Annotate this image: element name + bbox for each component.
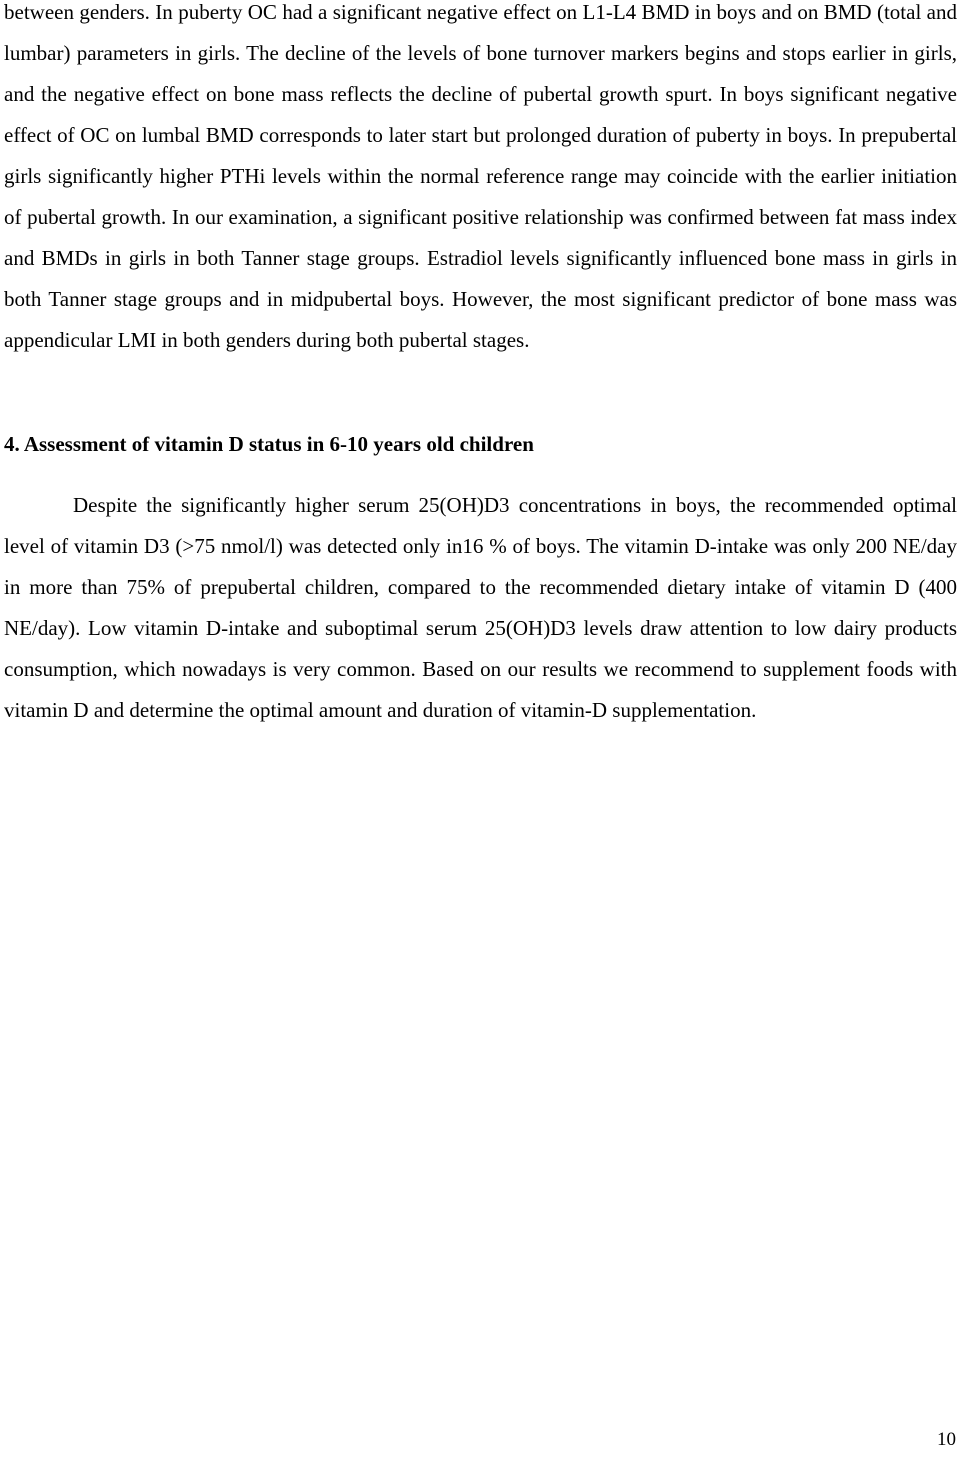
body-paragraph-vitamin-d: Despite the significantly higher serum 25(OH)D3 concentrations in boys, the recommended optimal level of vitamin D3 (>75 nmol/l) was detected only in16 % of boys. The vitamin D-intake was only 200 NE/day in more than 75% of prepubertal children, compared to the recommended dietary intake of vitamin D (400 NE/day). Low vitamin D-intake and suboptimal serum 25(OH)D3 levels draw attention to low dairy products consumption, which nowadays is very common. Based on our results we recommend to supplement foods with vitamin D and determine the optimal amount and duration of vitamin-D supplementation. bbox=[4, 493, 957, 722]
section-heading: 4. Assessment of vitamin D status in 6-10 years old children bbox=[4, 432, 534, 456]
page-number: 10 bbox=[937, 1429, 956, 1450]
body-paragraph-conclusions: between genders. In puberty OC had a significant negative effect on L1-L4 BMD in boys and on BMD (total and lumbar) parameters in girls. The decline of the levels of bone turnover markers begins and stops earlier in girls, and the negative effect on bone mass reflects the decline of pubertal growth spurt. In boys significant negative effect of OC on lumbal BMD corresponds to later start but prolonged duration of puberty in boys. In prepubertal girls significantly higher PTHi levels within the normal reference range may coincide with the earlier initiation of pubertal growth. In our examination, a significant positive relationship was confirmed between fat mass index and BMDs in girls in both Tanner stage groups. Estradiol levels significantly influenced bone mass in girls in both Tanner stage groups and in midpubertal boys. However, the most significant predictor of bone mass was appendicular LMI in both genders during both pubertal stages. bbox=[4, 0, 957, 352]
